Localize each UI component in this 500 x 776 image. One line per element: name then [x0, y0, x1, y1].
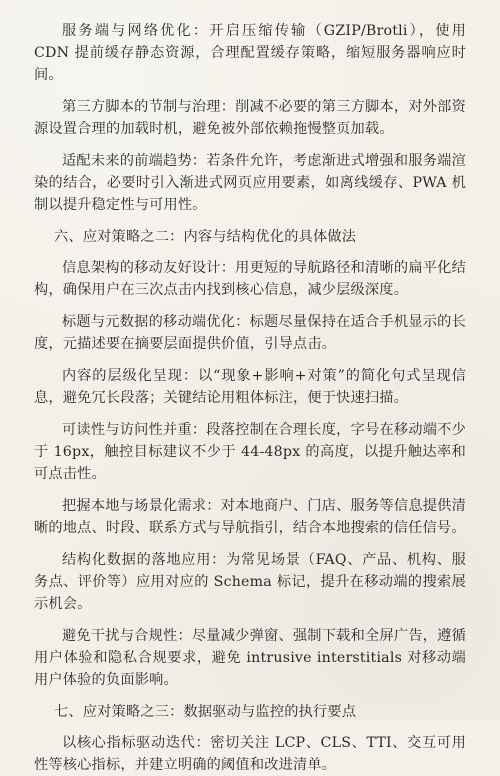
section-heading-seven: 七、应对策略之三：数据驱动与监控的执行要点 — [54, 704, 357, 720]
paragraph-readability: 可读性与访问性并重：段落控制在合理长度，字号在移动端不少于 16px，触控目标建议不少于 44-48px 的高度，以提升触达率和可点击性。 — [34, 422, 466, 482]
paragraph-content-hierarchy: 内容的层级化呈现：以“现象+影响+对策”的简化句式呈现信息，避免冗长段落；关键结论用粗体标注，便于快速扫描。 — [34, 368, 466, 406]
paragraph-server-network: 服务端与网络优化：开启压缩传输（GZIP/Brotli），使用 CDN 提前缓存静态资源，合理配置缓存策略，缩短服务器响应时间。 — [34, 23, 466, 83]
section-heading-six: 六、应对策略之二：内容与结构优化的具体做法 — [54, 229, 357, 245]
paragraph-core-metrics: 以核心指标驱动迭代：密切关注 LCP、CLS、TTI、交互可用性等核心指标，并建立明确的阈值和改进清单。 — [34, 735, 466, 773]
paragraph-third-party-scripts: 第三方脚本的节制与治理：削减不必要的第三方脚本，对外部资源设置合理的加载时机，避免被外部依赖拖慢整页加载。 — [34, 99, 466, 137]
paragraph-avoid-interference: 避免干扰与合规性：尽量减少弹窗、强制下载和全屏广告，遵循用户体验和隐私合规要求，避免 intrusive interstitials 对移动端用户体验的负面影响。 — [34, 628, 466, 688]
paragraph-title-metadata: 标题与元数据的移动端优化：标题尽量保持在适合手机显示的长度，元描述要在摘要层面提供价值，引导点击。 — [34, 314, 466, 352]
paragraph-structured-data: 结构化数据的落地应用：为常见场景（FAQ、产品、机构、服务点、评价等）应用对应的 Schema 标记，提升在移动端的搜索展示机会。 — [34, 552, 466, 612]
paragraph-info-architecture: 信息架构的移动友好设计：用更短的导航路径和清晰的扁平化结构，确保用户在三次点击内找到核心信息，减少层级深度。 — [34, 260, 466, 298]
paragraph-frontend-trends: 适配未来的前端趋势：若条件允许，考虑渐进式增强和服务端渲染的结合，必要时引入渐进式网页应用要素，如离线缓存、PWA 机制以提升稳定性与可用性。 — [34, 153, 466, 213]
paragraph-local-scenarios: 把握本地与场景化需求：对本地商户、门店、服务等信息提供清晰的地点、时段、联系方式与导航指引，结合本地搜索的信任信号。 — [34, 498, 466, 536]
